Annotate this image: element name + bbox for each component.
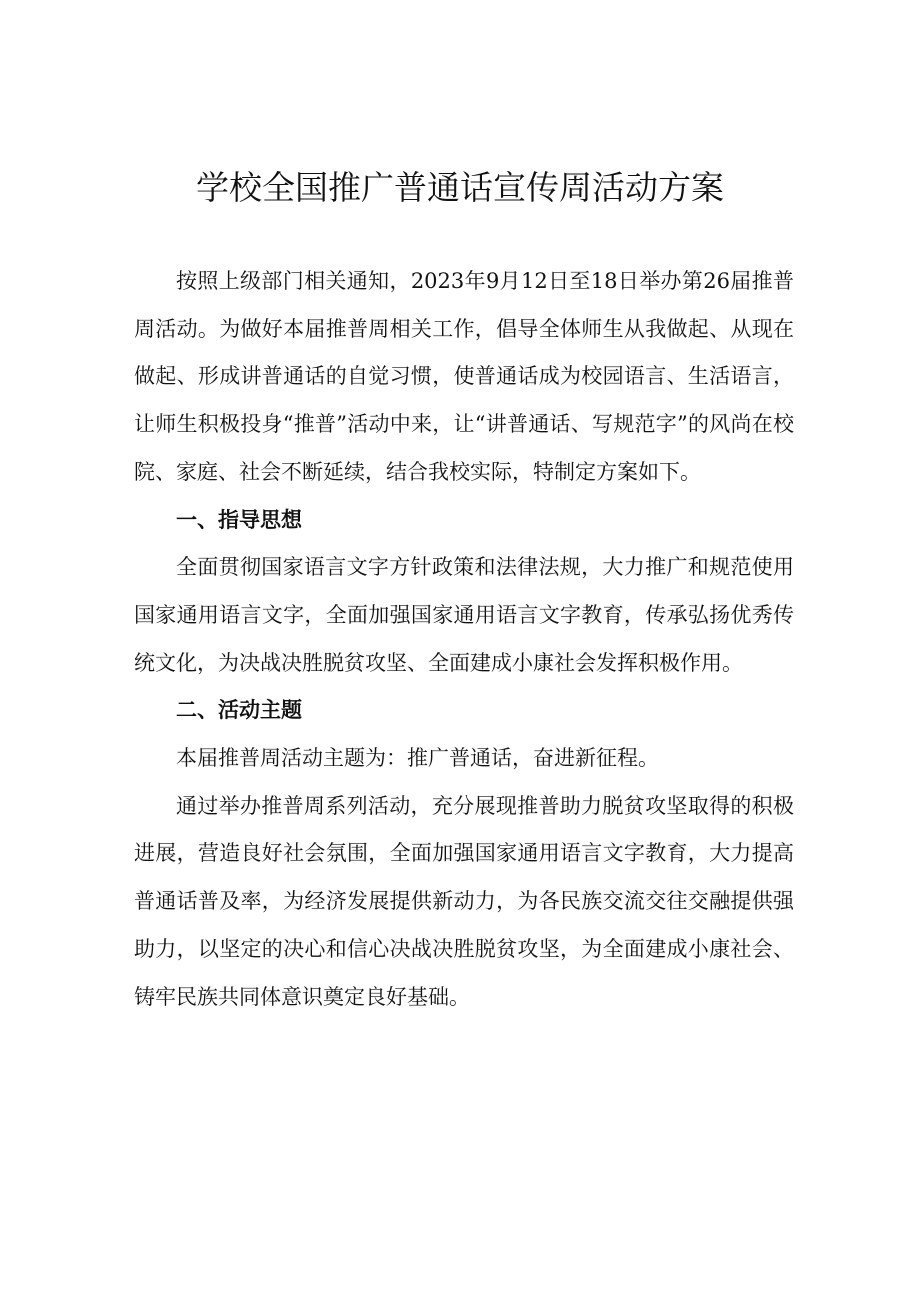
document-body xyxy=(134,258,794,1021)
document-title: 学校全国推广普通话宣传周活动方案 xyxy=(196,168,724,207)
section-heading: 二、活动主题 xyxy=(176,698,302,723)
section-guiding-ideology xyxy=(134,497,794,688)
section-heading: 一、指导思想 xyxy=(176,507,302,532)
intro-paragraph: 按照上级部门相关通知，2023年9月12日至18日举办第26届推普周活动。为做好本届推普周相关工作，倡导全体师生从我做起、从现在做起、形成讲普通话的自觉习惯，使普通话成为校园语言、生活语言，让师生积极投身“推普”活动中来，让“讲普通话、写规范字”的风尚在校院、家庭、社会不断延续，结合我校实际，特制定方案如下。 xyxy=(134,269,794,484)
section-paragraph: 全面贯彻国家语言文字方针政策和法律法规，大力推广和规范使用国家通用语言文字，全面加强国家通用语言文字教育，传承弘扬优秀传统文化，为决战决胜脱贫攻坚、全面建成小康社会发挥积极作用。 xyxy=(134,555,794,675)
section-paragraph: 本届推普周活动主题为：推广普通话，奋进新征程。 xyxy=(176,746,659,771)
section-activity-theme xyxy=(134,687,794,1021)
section-paragraph: 通过举办推普周系列活动，充分展现推普助力脱贫攻坚取得的积极进展，营造良好社会氛围，全面加强国家通用语言文字教育，大力提高普通话普及率，为经济发展提供新动力，为各民族交流交往交融提供强助力，以坚定的决心和信心决战决胜脱贫攻坚，为全面建成小康社会、铸牢民族共同体意识奠定良好基础。 xyxy=(134,793,794,1009)
